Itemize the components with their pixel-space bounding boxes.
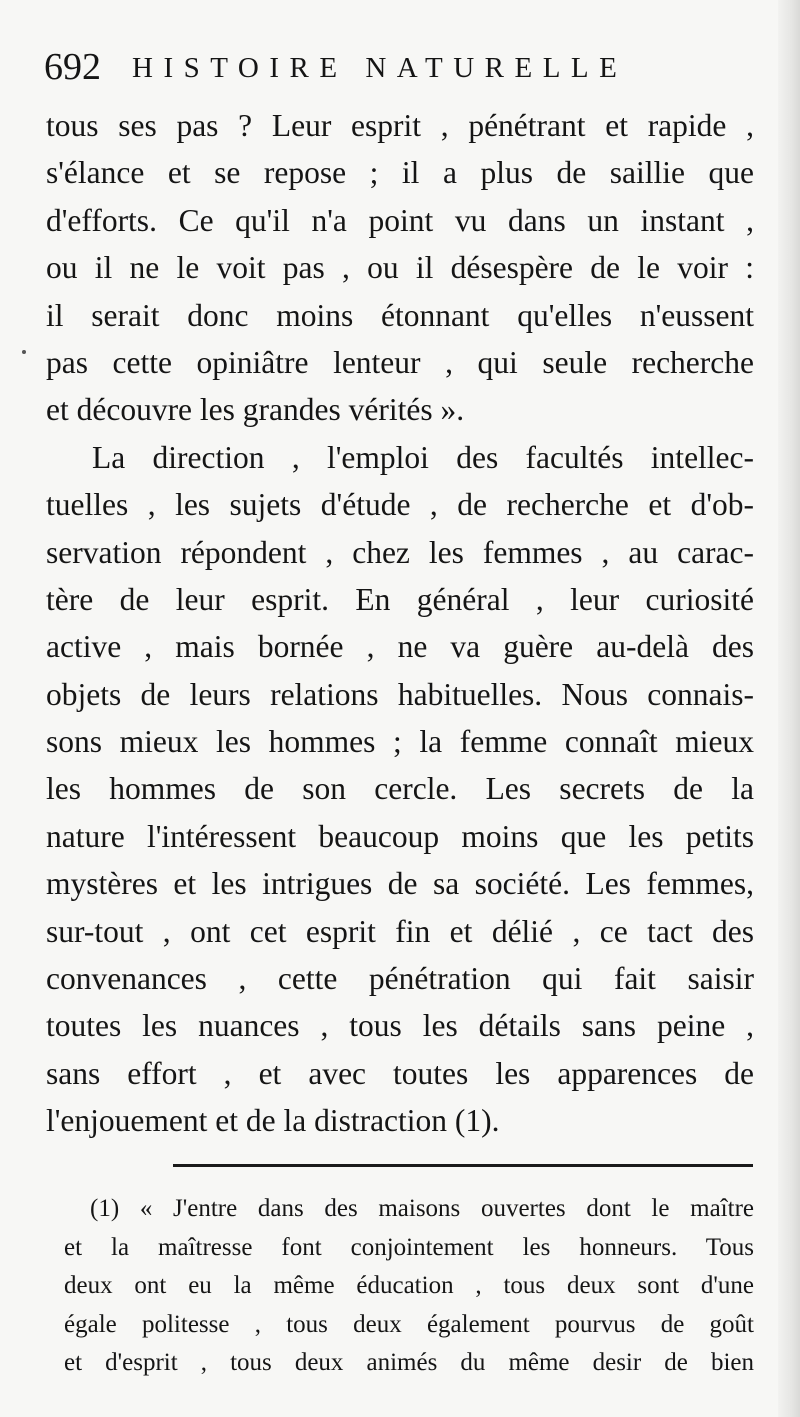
footnote-line: et d'esprit , tous deux animés du même desir de bien <box>64 1349 754 1377</box>
footnote-rule <box>173 1164 753 1167</box>
text-line: nature l'intéressent beaucoup moins que les petits <box>46 818 754 854</box>
page-edge-shadow <box>778 0 800 1417</box>
text-line: sur-tout , ont cet esprit fin et délié , ce tact des <box>46 913 754 949</box>
text-line: tère de leur esprit. En général , leur curiosité <box>46 581 754 617</box>
paper-speck <box>22 350 26 354</box>
text-line: sans effort , et avec toutes les apparences de <box>46 1055 754 1091</box>
text-line: s'élance et se repose ; il a plus de saillie que <box>46 155 754 191</box>
footnote <box>64 1190 754 1383</box>
text-line: convenances , cette pénétration qui fait saisir <box>46 961 754 997</box>
text-line: et découvre les grandes vérités ». <box>46 392 465 428</box>
footnote-line: et la maîtresse font conjointement les honneurs. Tous <box>64 1233 754 1261</box>
page-header <box>44 44 744 90</box>
text-line: tuelles , les sujets d'étude , de recherche et d'ob- <box>46 487 754 523</box>
footnote-line: deux ont eu la même éducation , tous deux sont d'une <box>64 1272 754 1300</box>
text-line: les hommes de son cercle. Les secrets de la <box>46 771 754 807</box>
text-line: toutes les nuances , tous les détails sans peine , <box>46 1008 754 1044</box>
page-number: 692 <box>44 46 101 88</box>
footnote-line: égale politesse , tous deux également pourvus de goût <box>64 1310 754 1338</box>
text-line: servation répondent , chez les femmes , au carac- <box>46 534 754 570</box>
footnote-line: (1) « J'entre dans des maisons ouvertes dont le maître <box>90 1195 754 1222</box>
text-line: objets de leurs relations habituelles. Nous connais- <box>46 676 754 712</box>
text-line: d'efforts. Ce qu'il n'a point vu dans un instant , <box>46 202 754 238</box>
running-head: HISTOIRE NATURELLE <box>132 52 628 84</box>
text-line: mystères et les intrigues de sa société. Les femmes, <box>46 866 754 902</box>
text-line: La direction , l'emploi des facultés intellec- <box>92 439 754 475</box>
text-line: tous ses pas ? Leur esprit , pénétrant et rapide , <box>46 108 754 143</box>
text-line: il serait donc moins étonnant qu'elles n'eussent <box>46 297 754 333</box>
text-line: active , mais bornée , ne va guère au-delà des <box>46 629 754 665</box>
text-line: sons mieux les hommes ; la femme connaît mieux <box>46 724 754 760</box>
text-line: pas cette opiniâtre lenteur , qui seule recherche <box>46 344 754 380</box>
text-line: l'enjouement et de la distraction (1). <box>46 1103 500 1139</box>
main-text <box>46 102 754 1145</box>
text-line: ou il ne le voit pas , ou il désespère de le voir : <box>46 250 754 286</box>
